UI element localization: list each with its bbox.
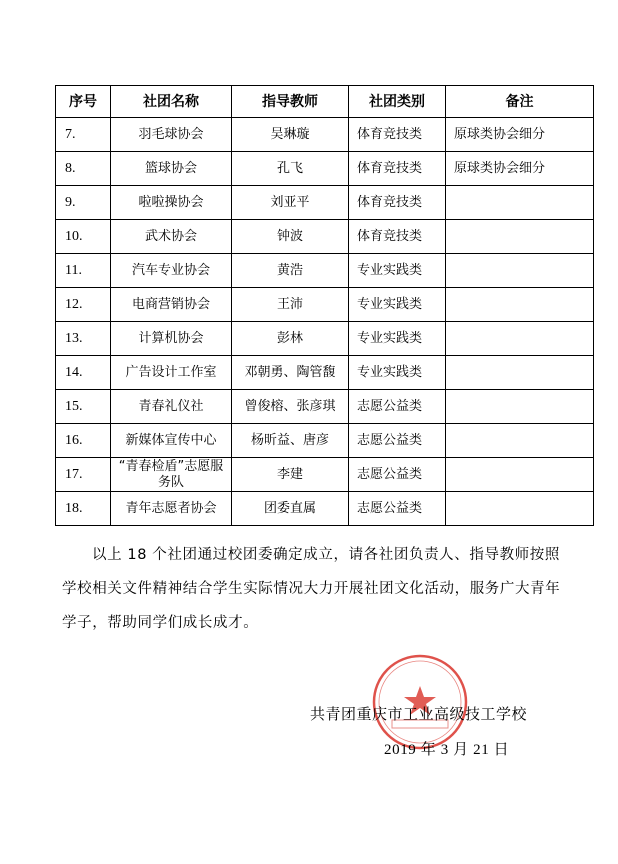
- table-row: [56, 220, 594, 254]
- cell-type: 体育竞技类: [349, 186, 446, 220]
- cell-teacher: 邓朝勇、陶管馥: [232, 356, 349, 390]
- cell-type: 专业实践类: [349, 322, 446, 356]
- table-row: [56, 458, 594, 492]
- cell-no: 15.: [56, 390, 111, 424]
- cell-no: 9.: [56, 186, 111, 220]
- cell-club-name: 篮球协会: [111, 152, 232, 186]
- cell-note: [446, 288, 594, 322]
- table-row: [56, 288, 594, 322]
- header-type: 社团类别: [349, 86, 446, 118]
- cell-club-name: 电商营销协会: [111, 288, 232, 322]
- cell-teacher: 曾俊榕、张彦琪: [232, 390, 349, 424]
- cell-club-name: 武术协会: [111, 220, 232, 254]
- cell-club-name: 计算机协会: [111, 322, 232, 356]
- cell-no: 14.: [56, 356, 111, 390]
- cell-type: 志愿公益类: [349, 390, 446, 424]
- table-row: [56, 322, 594, 356]
- cell-teacher: 彭林: [232, 322, 349, 356]
- cell-note: [446, 254, 594, 288]
- cell-no: 10.: [56, 220, 111, 254]
- table-row: [56, 118, 594, 152]
- cell-type: 志愿公益类: [349, 424, 446, 458]
- cell-teacher: 王沛: [232, 288, 349, 322]
- cell-no: 7.: [56, 118, 111, 152]
- cell-club-name: 新媒体宣传中心: [111, 424, 232, 458]
- cell-type: 体育竞技类: [349, 220, 446, 254]
- table-header-row: [56, 86, 594, 118]
- cell-no: 18.: [56, 492, 111, 526]
- cell-type: 专业实践类: [349, 356, 446, 390]
- cell-teacher: 钟波: [232, 220, 349, 254]
- issue-date: 2019 年 3 月 21 日: [384, 742, 510, 758]
- table-row: [56, 492, 594, 526]
- cell-teacher: 李建: [232, 458, 349, 492]
- cell-club-name: 羽毛球协会: [111, 118, 232, 152]
- cell-note: [446, 390, 594, 424]
- cell-club-name: “青春检盾”志愿服务队: [111, 458, 232, 492]
- cell-type: 专业实践类: [349, 254, 446, 288]
- table-row: [56, 152, 594, 186]
- cell-no: 12.: [56, 288, 111, 322]
- cell-club-name: 汽车专业协会: [111, 254, 232, 288]
- issuer-name: 共青团重庆市工业高级技工学校: [310, 705, 528, 723]
- cell-teacher: 刘亚平: [232, 186, 349, 220]
- table-body: [56, 118, 594, 526]
- cell-note: [446, 186, 594, 220]
- cell-type: 专业实践类: [349, 288, 446, 322]
- table-row: [56, 424, 594, 458]
- official-seal: [370, 652, 470, 752]
- cell-type: 志愿公益类: [349, 458, 446, 492]
- cell-note: [446, 220, 594, 254]
- header-no: 序号: [56, 86, 111, 118]
- cell-club-name: 青春礼仪社: [111, 390, 232, 424]
- cell-no: 11.: [56, 254, 111, 288]
- cell-no: 16.: [56, 424, 111, 458]
- cell-club-name: 青年志愿者协会: [111, 492, 232, 526]
- cell-club-name: 啦啦操协会: [111, 186, 232, 220]
- cell-note: [446, 322, 594, 356]
- table-row: [56, 186, 594, 220]
- cell-note: 原球类协会细分: [446, 152, 594, 186]
- cell-no: 13.: [56, 322, 111, 356]
- cell-note: [446, 458, 594, 492]
- cell-teacher: 孔飞: [232, 152, 349, 186]
- closing-paragraph: 以上 18 个社团通过校团委确定成立，请各社团负责人、指导教师按照学校相关文件精神结合学生实际情况大力开展社团文化活动，服务广大青年学子，帮助同学们成长成才。: [62, 547, 561, 631]
- header-teacher: 指导教师: [232, 86, 349, 118]
- table-row: [56, 390, 594, 424]
- cell-club-name: 广告设计工作室: [111, 356, 232, 390]
- cell-note: 原球类协会细分: [446, 118, 594, 152]
- table-row: [56, 356, 594, 390]
- cell-teacher: 团委直属: [232, 492, 349, 526]
- table-row: [56, 254, 594, 288]
- cell-note: [446, 356, 594, 390]
- cell-note: [446, 424, 594, 458]
- cell-note: [446, 492, 594, 526]
- cell-teacher: 杨昕益、唐彦: [232, 424, 349, 458]
- cell-type: 体育竞技类: [349, 118, 446, 152]
- cell-type: 志愿公益类: [349, 492, 446, 526]
- cell-teacher: 吴琳璇: [232, 118, 349, 152]
- header-note: 备注: [446, 86, 594, 118]
- cell-no: 17.: [56, 458, 111, 492]
- header-name: 社团名称: [111, 86, 232, 118]
- cell-no: 8.: [56, 152, 111, 186]
- cell-type: 体育竞技类: [349, 152, 446, 186]
- clubs-table: [55, 85, 594, 526]
- cell-teacher: 黄浩: [232, 254, 349, 288]
